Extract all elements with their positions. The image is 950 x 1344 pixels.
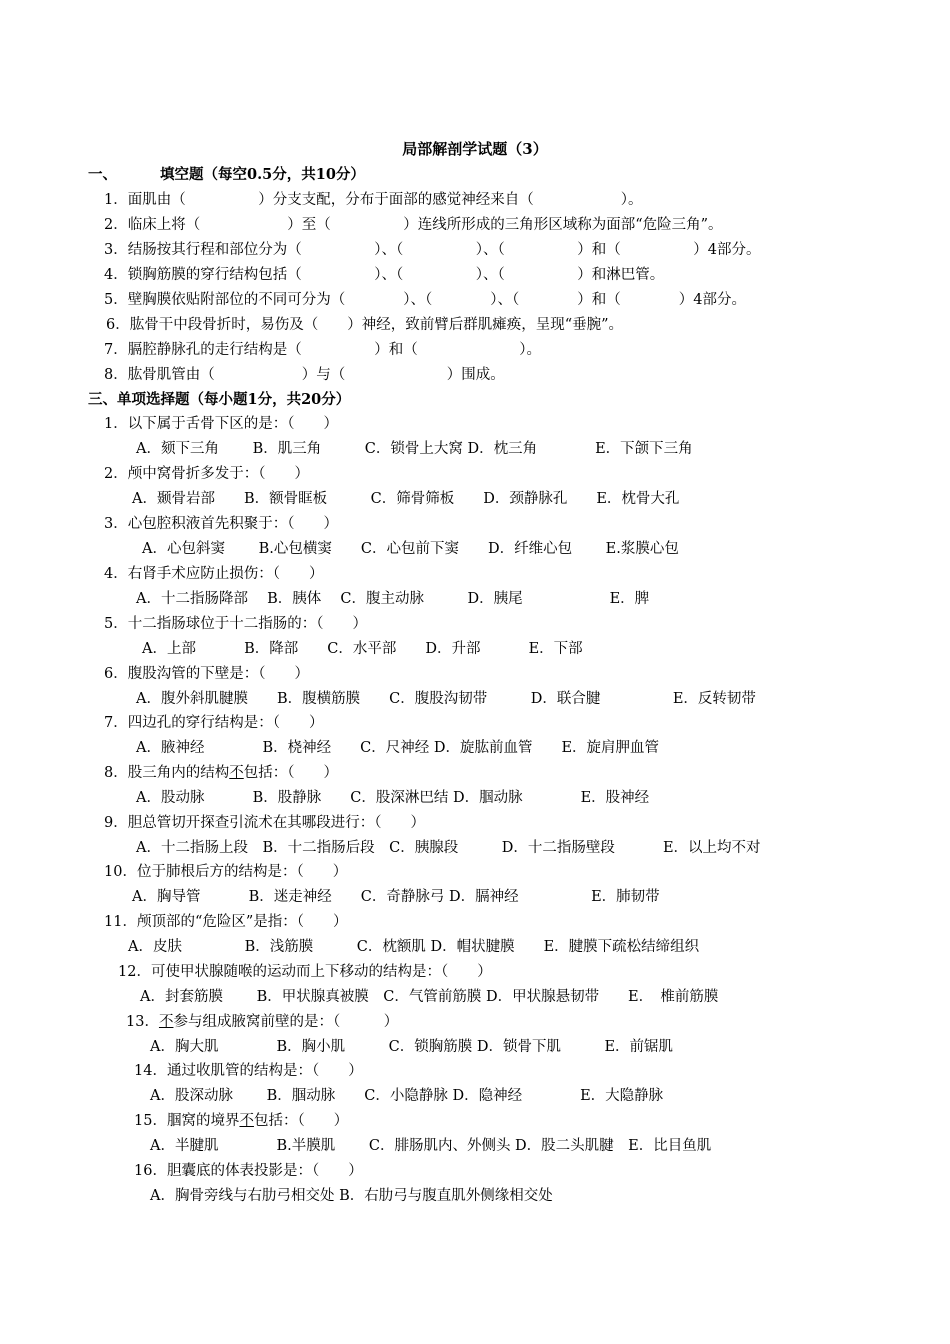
question-8-stem-end: 包括：（ ） <box>243 765 338 781</box>
question-15-stem: 15．腘窝的境界 <box>134 1113 240 1129</box>
question-7-options: A．腋神经 B．桡神经 C．尺神经 D．旋肱前血管 E．旋肩胛血管 <box>136 740 660 756</box>
fill-item-7: 7．膈腔静脉孔的走行结构是（ ）和（ ）。 <box>104 342 541 358</box>
question-1-options: A．颏下三角 B．肌三角 C．锁骨上大窝 D．枕三角 E．下颌下三角 <box>136 441 693 457</box>
question-13-number: 13． <box>126 1014 159 1030</box>
question-12-options: A．封套筋膜 B．甲状腺真被膜 C．气管前筋膜 D．甲状腺悬韧带 E． 椎前筋膜 <box>140 989 719 1005</box>
question-8-stem: 8．股三角内的结构 <box>104 765 230 781</box>
page-title: 局部解剖学试题（3） <box>402 140 548 158</box>
question-1: 1．以下属于舌骨下区的是：（ ） <box>104 416 338 432</box>
fill-item-6: 6．肱骨干中段骨折时，易伤及（ ）神经，致前臂后群肌瘫痪，呈现“垂腕”。 <box>106 317 624 333</box>
question-11: 11．颅顶部的“危险区”是指：（ ） <box>104 914 348 930</box>
question-6-options: A．腹外斜肌腱膜 B．腹横筋膜 C．腹股沟韧带 D．联合腱 E．反转韧带 <box>136 691 756 707</box>
question-12: 12．可使甲状腺随喉的运动而上下移动的结构是：（ ） <box>118 964 492 980</box>
question-15-negation: 不 <box>239 1113 254 1129</box>
fill-item-2: 2．临床上将（ ）至（ ）连线所形成的三角形区域称为面部“危险三角”。 <box>104 217 723 233</box>
question-14: 14．通过收肌管的结构是：（ ） <box>134 1063 363 1079</box>
question-8-options: A．股动脉 B．股静脉 C．股深淋巴结 D．腘动脉 E．股神经 <box>136 790 650 806</box>
question-13-stem: 参与组成腋窝前壁的是：（ ） <box>173 1014 399 1030</box>
question-13-options: A．胸大肌 B．胸小肌 C．锁胸筋膜 D．锁骨下肌 E．前锯肌 <box>150 1039 674 1055</box>
question-10-options: A．胸导管 B．迷走神经 C．奇静脉弓 D．膈神经 E．肺韧带 <box>132 889 660 905</box>
question-3: 3．心包腔积液首先积聚于：（ ） <box>104 516 338 532</box>
question-13 <box>126 1012 398 1032</box>
question-5: 5．十二指肠球位于十二指肠的：（ ） <box>104 616 367 632</box>
question-4-options: A．十二指肠降部 B．胰体 C．腹主动脉 D．胰尾 E．脾 <box>136 591 650 607</box>
question-7: 7．四边孔的穿行结构是：（ ） <box>104 715 324 731</box>
question-9-options: A．十二指肠上段 B．十二指肠后段 C．胰腺段 D．十二指肠壁段 E．以上均不对 <box>136 840 761 856</box>
question-10: 10．位于肺根后方的结构是：（ ） <box>104 864 348 880</box>
question-14-options: A．股深动脉 B．腘动脉 C．小隐静脉 D．隐神经 E．大隐静脉 <box>150 1088 664 1104</box>
question-15 <box>134 1111 348 1131</box>
question-9: 9．胆总管切开探查引流术在其哪段进行：（ ） <box>104 815 425 831</box>
question-8-negation: 不 <box>229 765 244 781</box>
question-13-negation: 不 <box>158 1014 174 1030</box>
question-16: 16．胆囊底的体表投影是：（ ） <box>134 1163 363 1179</box>
fill-item-8: 8．肱骨肌管由（ ）与（ ）围成。 <box>104 367 505 383</box>
question-4: 4．右肾手术应防止损伤：（ ） <box>104 566 324 582</box>
question-5-options: A．上部 B．降部 C．水平部 D．升部 E．下部 <box>142 641 583 657</box>
fill-item-3: 3．结肠按其行程和部位分为（ ）、（ ）、（ ）和（ ）4部分。 <box>104 242 761 258</box>
question-3-options: A．心包斜窦 B.心包横窦 C．心包前下窦 D．纤维心包 E.浆膜心包 <box>142 541 679 557</box>
section1-heading-number: 一、 <box>88 166 117 183</box>
section3-heading: 三、单项选择题（每小题1分，共20分） <box>88 391 351 408</box>
fill-item-5: 5．壁胸膜依贴附部位的不同可分为（ ）、（ ）、（ ）和（ ）4部分。 <box>104 292 746 308</box>
fill-item-4: 4．锁胸筋膜的穿行结构包括（ ）、（ ）、（ ）和淋巴管。 <box>104 267 665 283</box>
question-11-options: A．皮肤 B．浅筋膜 C．枕额肌 D．帽状腱膜 E．腱膜下疏松结缔组织 <box>128 939 700 955</box>
question-15-options: A．半腱肌 B.半膜肌 C．腓肠肌内、外侧头 D．股二头肌腱 E．比目鱼肌 <box>150 1138 712 1154</box>
fill-item-1: 1．面肌由（ ）分支支配，分布于面部的感觉神经来自（ ）。 <box>104 192 643 208</box>
question-8 <box>104 763 338 783</box>
section1-heading: 填空题（每空0.5分，共10分） <box>160 166 365 183</box>
question-6: 6．腹股沟管的下壁是：（ ） <box>104 666 309 682</box>
question-15-stem-end: 包括：（ ） <box>253 1113 349 1129</box>
question-2: 2．颅中窝骨折多发于：（ ） <box>104 466 309 482</box>
question-2-options: A．颞骨岩部 B．额骨眶板 C．筛骨筛板 D．颈静脉孔 E．枕骨大孔 <box>132 491 680 507</box>
question-16-options: A．胸骨旁线与右肋弓相交处 B．右肋弓与腹直肌外侧缘相交处 <box>150 1188 553 1204</box>
